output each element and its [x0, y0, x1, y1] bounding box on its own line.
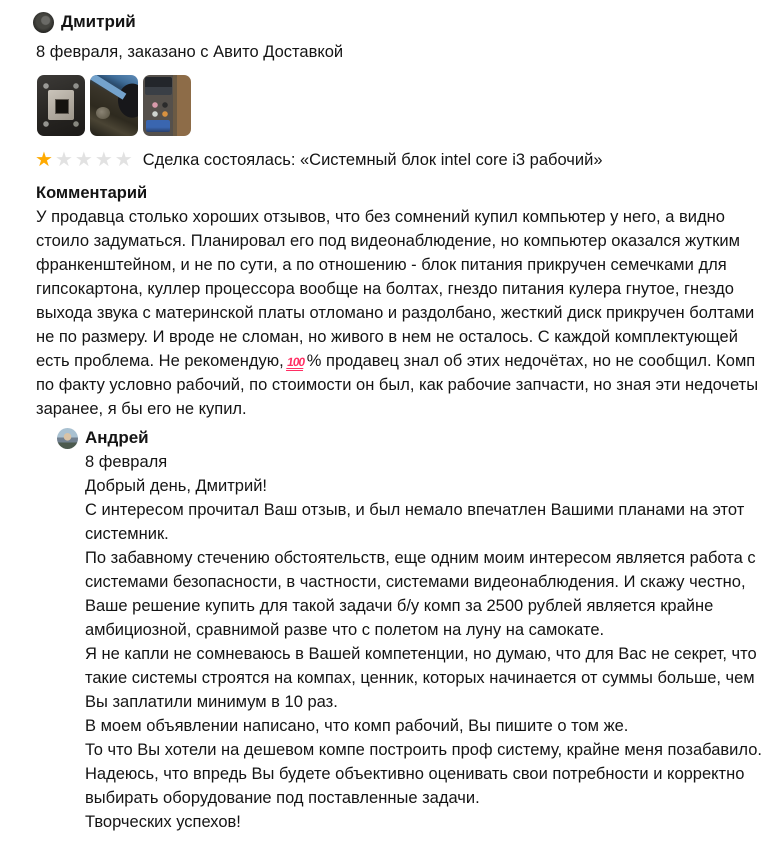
- reply-line: Я не капли не сомневаюсь в Вашей компетенции, но думаю, что для Вас не секрет, что такие системы строятся на компах, ценник, которых начинается от суммы больше, чем Вы заплатили минимум в 10 раз.: [85, 645, 757, 711]
- review-photos: [37, 75, 762, 136]
- comment-text: [36, 205, 760, 421]
- review-meta: 8 февраля, заказано с Авито Доставкой: [36, 43, 344, 61]
- seller-reply: [57, 426, 762, 834]
- seller-reply-content: [85, 426, 762, 834]
- reply-line: Надеюсь, что впредь Вы будете объективно оценивать свои потребности и корректно выбирать оборудование под поставленные задачи.: [85, 765, 745, 807]
- review-header: [33, 10, 762, 34]
- reply-line: Добрый день, Дмитрий!: [85, 477, 267, 495]
- seller-avatar-column: [57, 428, 78, 834]
- comment-part-2: % продавец знал об этих недочётах, но не сообщил. Комп по факту условно рабочий, по стоимости он был, как рабочие запчасти, но зная эти недочеты заранее, я бы его не купил.: [36, 352, 759, 418]
- star-rating: [35, 150, 133, 170]
- reply-line: Творческих успехов!: [85, 813, 241, 831]
- review-photo-cpu-socket[interactable]: [37, 75, 85, 136]
- reply-line: С интересом прочитал Ваш отзыв, и был немало впечатлен Вашими планами на этот системник.: [85, 501, 745, 543]
- reviewer-name[interactable]: Дмитрий: [61, 12, 136, 31]
- star-icon: ★: [54, 149, 73, 171]
- comment-part-1: У продавца столько хороших отзывов, что без сомнений купил компьютер у него, а видно стоило задуматься. Планировал его под видеонаблюдение, но компьютер оказался жутким франкенштейном, и не по сути, а по отношению - блок питания прикручен семечками для гипсокартона, куллер процессора вообще на болтах, гнездо питания кулера гнутое, гнездо выхода звука с материнской платы отломано и раздолбано, жесткий диск прикручен болтами не по размеру. И вроде не сломан, но живого в нем не осталось. С каждой комплектующей есть проблема. Не рекомендую,: [36, 208, 755, 370]
- reply-date: 8 февраля: [85, 453, 168, 471]
- review-photo-io-ports[interactable]: [143, 75, 191, 136]
- star-icon: ★: [114, 149, 133, 171]
- review-photo-motherboard-cables[interactable]: [90, 75, 138, 136]
- star-icon: ★: [94, 149, 113, 171]
- star-icon: ★: [74, 149, 93, 171]
- seller-avatar[interactable]: [57, 428, 78, 449]
- reply-line: В моем объявлении написано, что комп рабочий, Вы пишите о том же.: [85, 717, 629, 735]
- hundred-points-emoji: [286, 356, 305, 371]
- reviewer-avatar[interactable]: [33, 12, 54, 33]
- reply-line: То что Вы хотели на дешевом компе построить проф систему, крайне меня позабавило.: [85, 741, 762, 759]
- deal-status-text: Сделка состоялась: «Системный блок intel core i3 рабочий»: [142, 151, 603, 169]
- reply-line: По забавному стечению обстоятельств, еще одним моим интересом является работа с системами безопасности, в частности, системами видеонаблюдения. И скажу честно, Ваше решение купить для такой задачи б/у комп за 2500 рублей является крайне амбициозной, сравнимой разве что с полетом на луну на самокате.: [85, 549, 756, 639]
- reply-text: [85, 474, 762, 834]
- seller-name[interactable]: Андрей: [85, 428, 149, 447]
- comment-label: Комментарий: [36, 184, 148, 202]
- rating-row: [35, 148, 762, 172]
- star-icon: ★: [35, 149, 53, 171]
